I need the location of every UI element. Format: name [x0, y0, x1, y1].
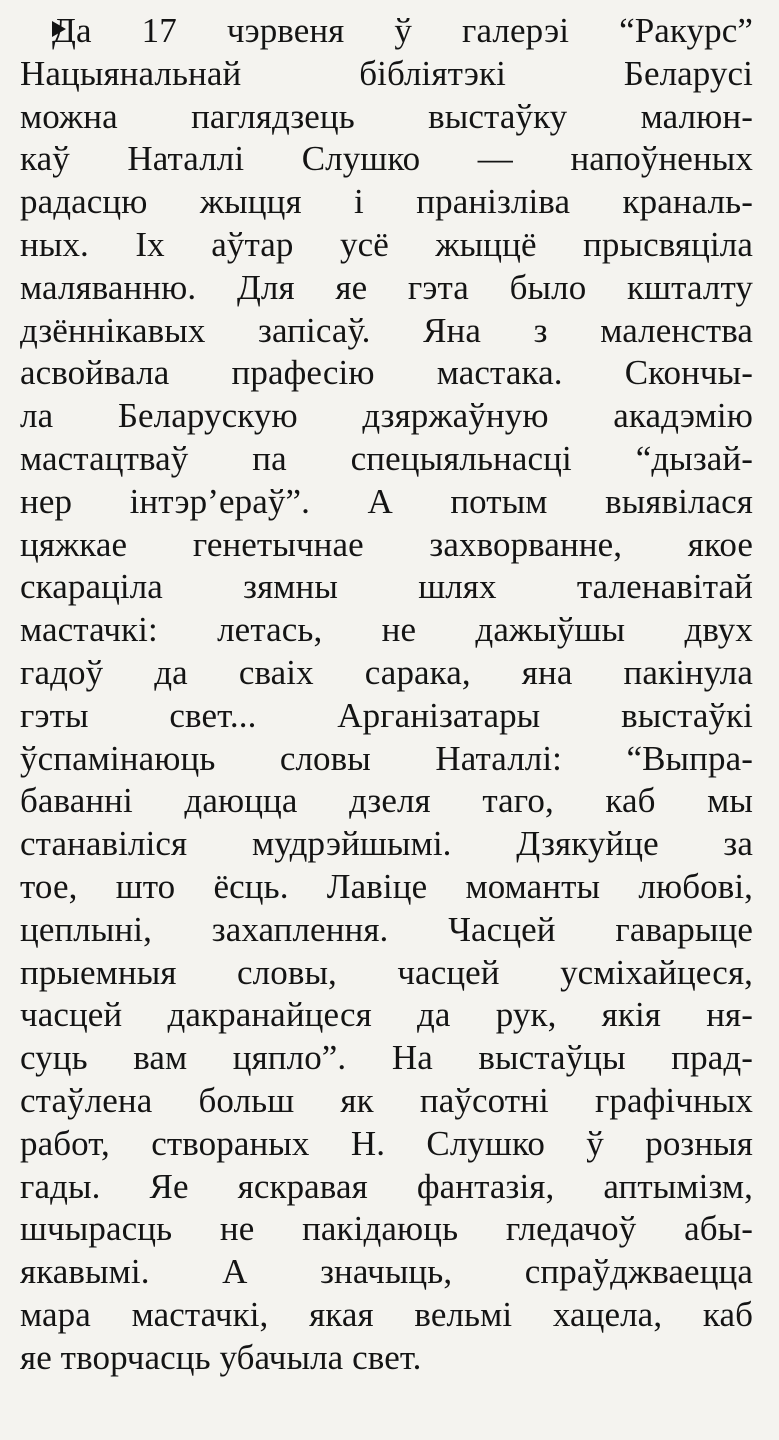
article-line: гэты свет... Арганізатары выстаўкі — [20, 695, 753, 735]
article-line: якавымі. А значыць, спраўджваецца — [20, 1252, 753, 1292]
article-line: Да 17 чэрвеня ў галерэі “Ракурс” — [52, 11, 753, 50]
article-line: гады. Яе яскравая фантазія, аптымізм, — [20, 1166, 753, 1206]
article-line: дзённікавых запісаў. Яна з маленства — [20, 310, 753, 350]
article-line: можна паглядзець выстаўку малюн- — [20, 96, 753, 136]
article-line: каў Наталлі Слушко — напоўненых — [20, 139, 753, 179]
article-line: Нацыянальнай бібліятэкі Беларусі — [20, 53, 753, 93]
article-line: асвойвала прафесію мастака. Скончы- — [20, 353, 753, 393]
article-line: прыемныя словы, часцей усміхайцеся, — [20, 952, 753, 992]
article-line: ных. Іх аўтар усё жыццё прысвяціла — [20, 224, 753, 264]
article-line: радасцю жыцця і пранізліва краналь- — [20, 182, 753, 222]
article-line: мастачкі: летась, не дажыўшы двух — [20, 610, 753, 650]
article-line: баванні даюцца дзеля таго, каб мы — [20, 781, 753, 821]
article-line: часцей дакранайцеся да рук, якія ня- — [20, 995, 753, 1035]
article-line: нер інтэр’ераў”. А потым выявілася — [20, 481, 753, 521]
article-line: цяжкае генетычнае захворванне, якое — [20, 524, 753, 564]
article-line: мастацтваў па спецыяльнасці “дызай- — [20, 438, 753, 478]
article-line: суць вам цяпло”. На выстаўцы прад- — [20, 1038, 753, 1078]
article-line: яе творчасць убачыла свет. — [20, 1337, 422, 1377]
article-text — [20, 10, 753, 1380]
article-line: цеплыні, захаплення. Часцей гаварыце — [20, 909, 753, 949]
article-line: мара мастачкі, якая вельмі хацела, каб — [20, 1294, 753, 1334]
article-line: шчырасць не пакідаюць гледачоў абы- — [20, 1209, 753, 1249]
article-line: скараціла зямны шлях таленавітай — [20, 567, 753, 607]
article-line: ла Беларускую дзяржаўную акадэмію — [20, 396, 753, 436]
article-line: стаўлена больш як паўсотні графічных — [20, 1080, 753, 1120]
article-line: тое, што ёсць. Лавіце моманты любові, — [20, 866, 753, 906]
article-line: работ, створаных Н. Слушко ў розныя — [20, 1123, 753, 1163]
article-line: станавіліся мудрэйшымі. Дзякуйце за — [20, 824, 753, 864]
article-line: ўспамінаюць словы Наталлі: “Выпра- — [20, 738, 753, 778]
article-line: гадоў да сваіх сарака, яна пакінула — [20, 652, 753, 692]
article-line: маляванню. Для яе гэта было кшталту — [20, 267, 753, 307]
